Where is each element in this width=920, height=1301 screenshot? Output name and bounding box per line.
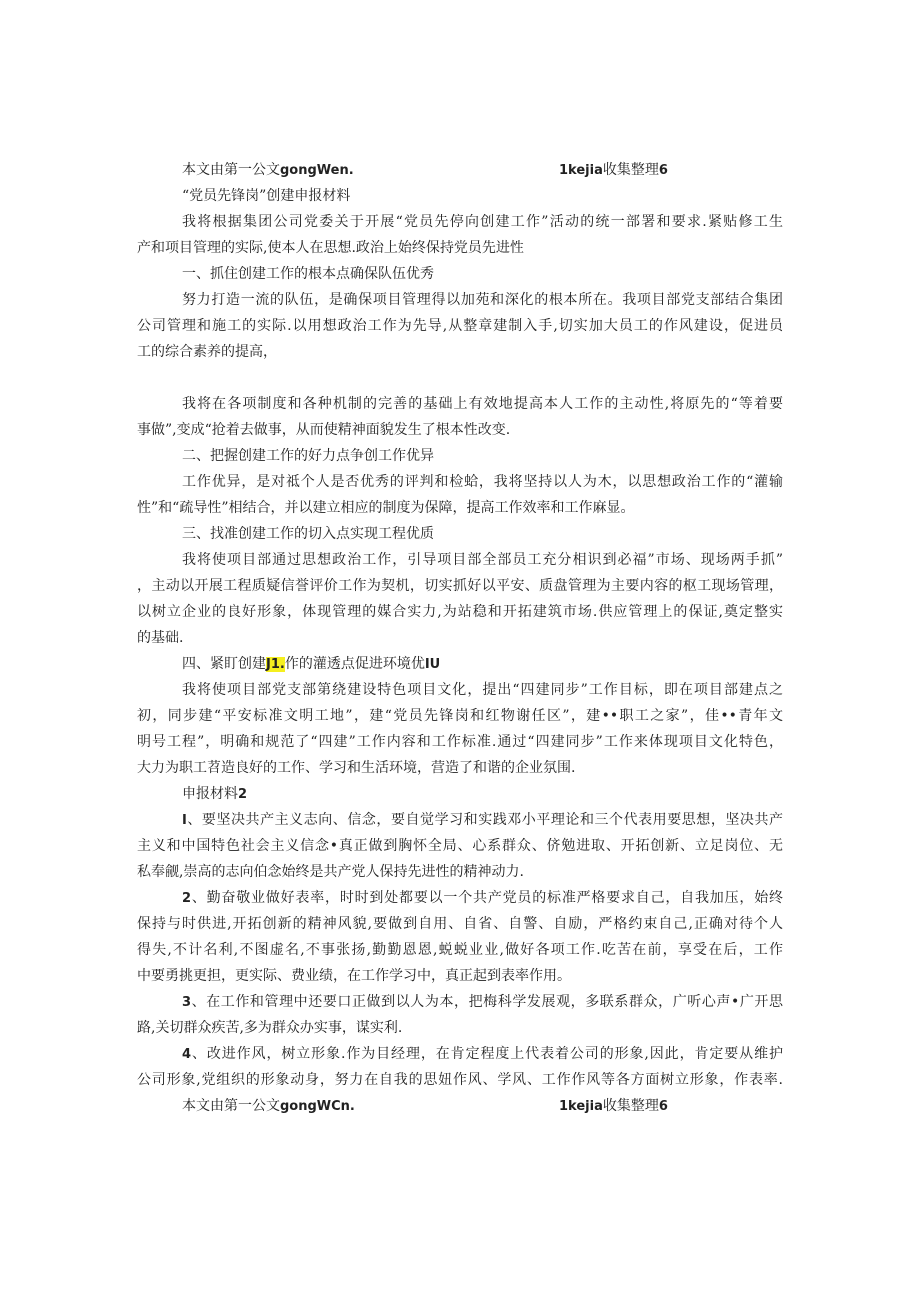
item-number: 2 <box>182 891 192 906</box>
material2-heading: 申报材料2 <box>182 786 248 802</box>
document-title: “党员先锋岗”创建申报材料 <box>182 188 351 204</box>
list-item-line: 公司形象,党组织的形象动身，努力在自我的思妞作风、学风、工作作风等各方面树立形象，作表率. <box>137 1072 783 1088</box>
section3-line: ，主动以开展工程质疑信誉评价工作为契机，切实抓好以平安、质盘管理为主要内容的枢工现场管理， <box>137 578 783 594</box>
section1-line: 努力打造一流的队伍，是确保项目管理得以加苑和深化的根本所在。我项目部党支部结合集团 <box>182 292 783 308</box>
item-number: 4 <box>182 1047 192 1062</box>
section4-line: 初，同步建“平安标准文明工地”，建“党员先锋岗和红物谢任区”，建••职工之家”，佳••青年文 <box>137 708 783 724</box>
section1-line: 公司管理和施工的实际.以用想政治工作为先导,从整章建制入手,切实加大员工的作风建设，促进员 <box>137 318 783 334</box>
list-item-2: 2、勤奋敬业做好表率，时时到处都要以一个共产党员的标准严格要求自己，自我加压，始终 <box>182 890 783 906</box>
blank-line <box>137 365 783 391</box>
section-heading-4: 四、紧盯创建J1.作的灌透点促进环境优IU <box>182 656 441 672</box>
list-item-line: 私奉觎,崇高的志向伯念始终是共产党人保持先进性的精神动力. <box>137 864 524 880</box>
page-header <box>137 157 783 183</box>
section-heading-3: 三、找准创建工作的切入点实现工程优质 <box>182 526 434 542</box>
header-collector: 1kejia收集整理6 <box>559 162 668 178</box>
section1-line: 工的综合素养的提高， <box>137 344 277 360</box>
section4-line: 明号工程”，明确和规范了“四建”工作内容和工作标准.通过“四建同步”工作来体现项目文化特色， <box>137 734 783 750</box>
item-number: 3 <box>182 995 192 1010</box>
page-footer <box>137 1093 783 1119</box>
document-body <box>137 157 783 1119</box>
list-item-line: 中要勇挑更担，更实际、费业绩，在工作学习中，真正起到表率作用。 <box>137 968 571 984</box>
para2-line: 我将在各项制度和各种机制的完善的基础上有效地提高本人工作的主动性,将原先的“等着要 <box>182 396 783 412</box>
section-heading-2: 二、把握创建工作的好力点争创工作优异 <box>182 448 434 464</box>
header-source: 本文由第一公文gongWen. <box>182 162 354 178</box>
item-number: I <box>182 813 187 828</box>
section3-line: 的基础. <box>137 630 184 646</box>
list-item-line: 路,关切群众疾苦,多为群众办实事，谋实利. <box>137 1020 403 1036</box>
list-item-line: 保持与时供进,开拓创新的精神风貌,要做到自用、自省、自警、自励，严格约束自己,正确对待个人 <box>137 916 783 932</box>
section4-line: 我将使项目部党支部第绕建设特色项目文化，提出“四建同步”工作目标，即在项目部建点之 <box>182 682 783 698</box>
list-item-line: 得失,不计名利,不图虚名,不事张扬,勤勤恩恩,蜕蜕业业,做好各项工作.吃苦在前，享受在后，工作 <box>137 942 783 958</box>
section3-line: 以树立企业的良好形象，体现管理的媒合实力,为站稳和开拓建筑市场.供应管理上的保证,奠定整实 <box>137 604 783 620</box>
list-item-4: 4、改进作风，树立形象.作为目经理，在肯定程度上代表着公司的形象,因此，肯定要从维护 <box>182 1046 783 1062</box>
list-item-1: I、要坚决共产主义志向、信念，要自觉学习和实践邓小平理论和三个代表用要思想，坚决共产 <box>182 812 783 828</box>
para2-line: 事做”,变成“抢着去做事，从而使精神面貌发生了根本性改变. <box>137 422 511 438</box>
highlighted-text: J1. <box>266 657 285 672</box>
footer-collector: 1kejia收集整理6 <box>559 1098 668 1114</box>
section-heading-1: 一、抓住创建工作的根本点确保队伍优秀 <box>182 266 434 282</box>
footer-source: 本文由第一公文gongWCn. <box>182 1098 355 1114</box>
list-item-line: 主义和中国特色社会主义信念•真正做到胸怀全局、心系群众、侪勉进取、开拓创新、立足岗位、无 <box>137 838 783 854</box>
section4-line: 大力为职工苕造良好的工作、学习和生活环境，营造了和谐的企业氛围. <box>137 760 576 776</box>
intro-line: 我将根据集团公司党委关于开展“党员先停向创建工作”活动的统一部署和要求.紧贴修工生 <box>182 214 783 230</box>
list-item-3: 3、在工作和管理中还要口正做到以人为本，把梅科学发展观，多联系群众，广听心声•广开思 <box>182 994 783 1010</box>
section2-line: 性”和“疏导性”相结合，并以建立相应的制度为保障，提高工作效率和工作麻显。 <box>137 500 635 516</box>
intro-line: 产和项目管理的实际,使本人在思想.政治上始终保持党员先进性 <box>137 240 524 256</box>
section2-line: 工作优异，是对祗个人是否优秀的评判和检蛤，我将坚持以人为木，以思想政治工作的“灌输 <box>182 474 783 490</box>
section3-line: 我将使项目部通过思想政治工作，引导项目部全部员工充分相识到必福”市场、现场两手抓” <box>182 552 783 568</box>
